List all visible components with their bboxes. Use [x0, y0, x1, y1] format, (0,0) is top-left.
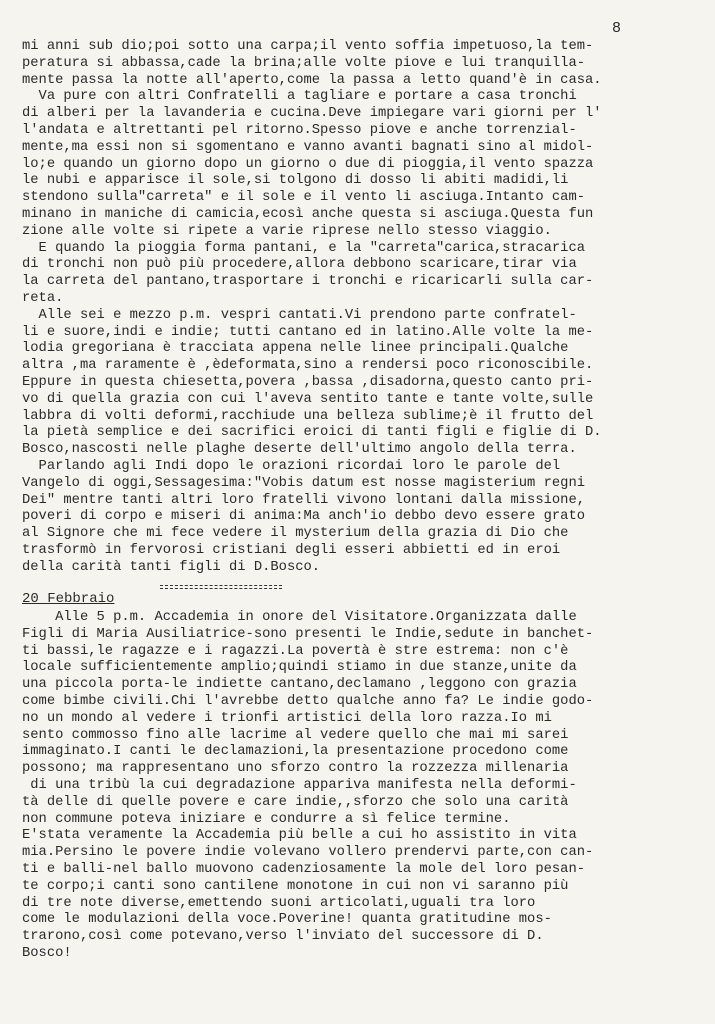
text-line: come bimbe civili.Chi l'avrebbe detto qualche anno fa? Le indie godo-	[22, 694, 594, 709]
text-line: Alle sei e mezzo p.m. vespri cantati.Vi prendono parte confratel-	[22, 307, 577, 323]
text-line: ti bassi,le ragazze e i ragazzi.La povertà è stre estrema: non c'è	[22, 643, 569, 659]
text-line: trarono,così come potevano,verso l'inviato del successore di D.	[22, 929, 544, 945]
text-line: Dei" mentre tanti altri loro fratelli vivono lontani dalla missione,	[22, 492, 586, 508]
text-line: non commune poteva iniziare e condurre a sì felice termine.	[22, 811, 511, 827]
text-line: trasformò in fervorosi cristiani degli esseri abbietti ed in eroi	[22, 543, 561, 558]
text-line: E quando la pioggia forma pantani, e la "carreta"carica,stracarica	[22, 240, 586, 256]
text-line: mia.Persino le povere indie volevano vollero prendervi parte,con can-	[22, 845, 594, 861]
text-line: Bosco!	[22, 946, 72, 961]
text-line: l'andata e altrettanti pel ritorno.Spesso piove e anche torrenzial-	[22, 123, 577, 138]
text-line: minano in maniche di camicia,ecosì anche questa si asciuga.Questa fun	[22, 207, 594, 222]
text-line: Va pure con altri Confratelli a tagliare e portare a casa tronchi	[22, 89, 577, 105]
text-line: immaginato.I canti le declamazioni,la presentazione procedono come	[22, 744, 569, 760]
text-line: Figli di Maria Ausiliatrice-sono presenti le Indie,sedute in banchet-	[22, 626, 594, 642]
text-line: come le modulazioni della voce.Poverine! quanta gratitudine mos-	[22, 912, 552, 928]
text-line: ti e balli-nel ballo muovono cadenziosamente la mole del loro pesan-	[22, 862, 586, 877]
text-line: Alle 5 p.m. Accademia in onore del Visitatore.Organizzata dalle	[22, 610, 577, 625]
text-line: mente,ma essi non si sgomentano e vanno avanti bagnati sino al midol-	[22, 139, 594, 155]
text-line: Bosco,nascosti nelle plaghe deserte dell'ultimo angolo della terra.	[22, 442, 577, 458]
text-line: di tronchi non può più procedere,allora debbono scaricare,tirar via	[22, 257, 577, 273]
text-line: lo;e quando un giorno dopo un giorno o due di pioggia,il vento spazza	[22, 156, 594, 172]
text-line: sento commosso fino alle lacrime al vedere quello che mai mi sarei	[22, 727, 569, 743]
text-line: le nubi e apparisce il sole,si tolgono di dosso li abiti madidi,li	[22, 173, 569, 189]
section-2-heading: 20 Febbraio	[22, 591, 115, 607]
text-line: al Signore che mi fece vedere il mysterium della grazia di Dio che	[22, 526, 569, 542]
section-separator	[160, 585, 282, 589]
text-line: di tre note diverse,emettendo suoni articolati,uguali tra loro	[22, 895, 536, 911]
text-line: di una tribù la cui degradazione appariva manifesta nella deformi-	[22, 778, 577, 793]
text-line: altra ,ma raramente è ,èdeformata,sino a rendersi poco riconoscibile.	[22, 358, 594, 374]
text-line: poveri di corpo e miseri di anima:Ma anch'io debbo devo essere grato	[22, 509, 586, 525]
text-line: di alberi per la lavanderia e cucina.Deve impiegare vari giorni per l'	[22, 106, 602, 122]
text-line: labbra di volti deformi,racchiude una belleza sublime;è il frutto del	[22, 408, 594, 424]
text-line: Parlando agli Indi dopo le orazioni ricordai loro le parole del	[22, 459, 561, 474]
text-line: locale sufficientemente amplio;quindi stiamo in due stanze,unite da	[22, 660, 577, 676]
text-line: Vangelo di oggi,Sessagesima:"Vobis datum est nosse magisterium regni	[22, 475, 586, 491]
text-line: vo di quella grazia con cui l'aveva sentito tante e tante volte,sulle	[22, 391, 594, 407]
text-line: tà delle di quelle povere e care indie,,sforzo che solo una carità	[22, 794, 569, 810]
text-line: stendono sulla"carreta" e il sole e il vento li asciuga.Intanto cam-	[22, 190, 586, 206]
text-line: possono; ma rappresentano uno sforzo contro la rozzezza millenaria	[22, 761, 569, 777]
text-line: no un mondo al vedere i trionfi artistici della loro razza.Io mi	[22, 710, 552, 726]
text-line: una piccola porta-le indiette cantano,declamano ,leggono con grazia	[22, 677, 577, 693]
text-line: zione alle volte si ripete a varie riprese nello stesso viaggio.	[22, 223, 552, 239]
text-line: reta.	[22, 291, 64, 306]
page-number: 8	[612, 20, 622, 37]
text-line: te corpo;i canti sono cantilene monotone in cui non vi saranno più	[22, 878, 569, 894]
text-line: mi anni sub dio;poi sotto una carpa;il vento soffia impetuoso,la tem-	[22, 39, 594, 54]
text-line: della carità tanti figli di D.Bosco.	[22, 559, 321, 575]
text-line: li e suore,indi e indie; tutti cantano ed in latino.Alle volte la me-	[22, 324, 594, 340]
text-line: mente passa la notte all'aperto,come la passa a letto quand'è in casa.	[22, 72, 602, 88]
text-line: lodia gregoriana è tracciata appena nelle linee principali.Qualche	[22, 341, 569, 357]
text-line: E'stata veramente la Accademia più belle a cui ho assistito in vita	[22, 828, 577, 844]
text-line: la carreta del pantano,trasportare i tronchi e ricaricarli sulla car-	[22, 274, 594, 290]
text-line: Eppure in questa chiesetta,povera ,bassa ,disadorna,questo canto pri-	[22, 375, 594, 390]
text-line: la pietà semplice e dei sacrifici eroici di tanti figli e figlie di D.	[22, 425, 602, 441]
text-line: peratura si abbassa,cade la brina;alle volte piove e lui tranquilla-	[22, 55, 586, 71]
